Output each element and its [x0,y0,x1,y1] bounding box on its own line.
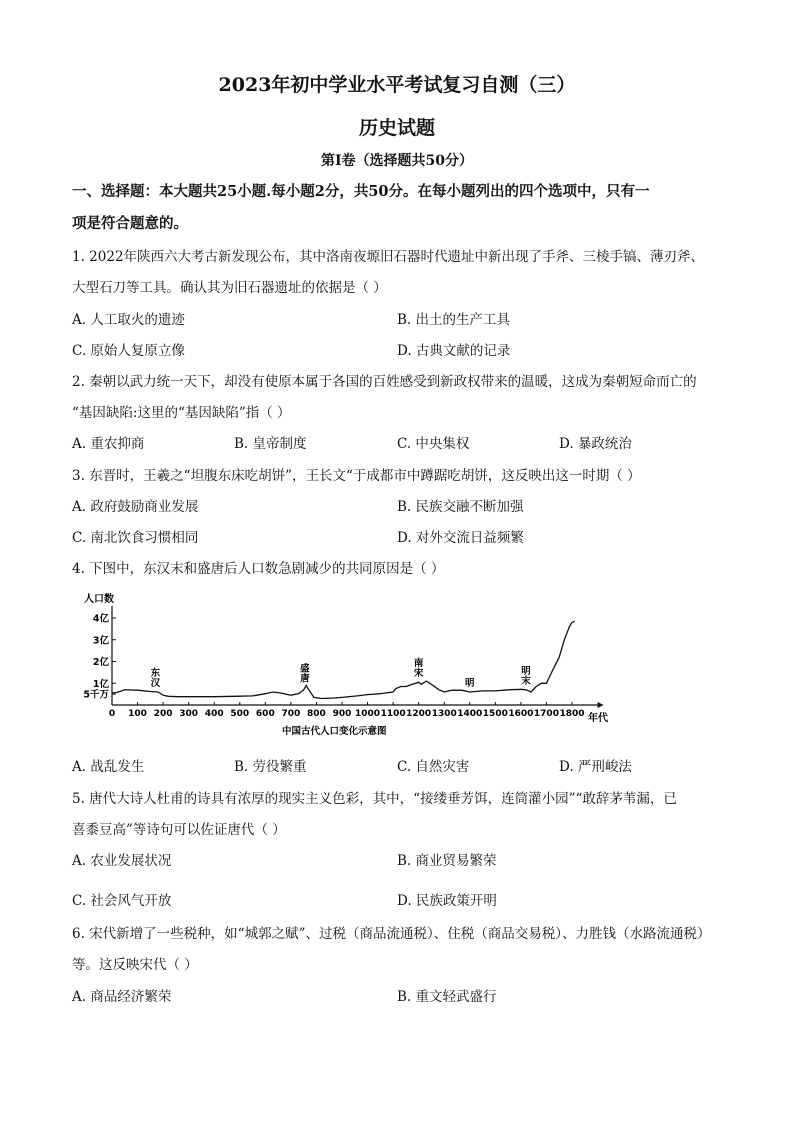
q1-option-a[interactable]: A. 人工取火的遗迹 [72,312,185,328]
q1-stem-line-1: 1. 2022年陕西六大考古新发现公布，其中洛南夜塬旧石器时代遗址中新出现了手斧、三棱手镐、薄刃斧、 [72,249,705,265]
chart-annotation-label: 南 [413,658,424,670]
chart-annotation-label: 宋 [413,668,424,680]
chart-annotation-label: 盛 [300,663,310,675]
q5-stem-line-2: 喜黍豆高”等诗句可以佐证唐代（ ） [72,822,286,838]
chart-x-tick-label: 1600 [508,709,534,719]
chart-x-tick-label: 1100 [380,709,406,719]
chart-x-tick-label: 300 [179,709,199,719]
q4-option-c[interactable]: C. 自然灾害 [397,759,470,775]
chart-x-tick-label: 1000 [355,709,381,719]
q4-option-a[interactable]: A. 战乱发生 [72,759,145,775]
chart-x-tick-label: 0 [108,709,116,719]
chart-x-tick-label: 1800 [559,709,585,719]
chart-x-tick-label: 1700 [533,709,559,719]
q5-option-a[interactable]: A. 农业发展状况 [72,853,172,869]
chart-x-axis-arrow [598,702,604,708]
section-instructions-line-1: 一、选择题：本大题共25小题.每小题2分，共50分。在每小题列出的四个选项中，只有一 [72,183,650,200]
q2-option-d[interactable]: D. 暴政统治 [559,436,632,452]
q3-option-a[interactable]: A. 政府鼓励商业发展 [72,499,199,515]
q6-option-a[interactable]: A. 商品经济繁荣 [72,989,172,1005]
chart-x-tick-label: 900 [332,709,352,719]
chart-y-tick-label: 5千万 [83,689,109,701]
q3-option-c[interactable]: C. 南北饮食习惯相同 [72,530,199,546]
q4-option-d[interactable]: D. 严刑峻法 [559,759,632,775]
chart-y-tick-label: 3亿 [92,635,109,647]
chart-annotation-label: 汉 [150,677,161,689]
chart-x-tick-label: 600 [255,709,275,719]
q6-option-b[interactable]: B. 重文轻武盛行 [397,989,497,1005]
chart-y-tick-label: 1亿 [92,678,109,690]
chart-y-tick-label: 2亿 [92,657,109,668]
q6-stem-line-2: 等。这反映宋代（ ） [72,957,198,973]
q4-stem-line-1: 4. 下图中，东汉末和盛唐后人口数急剧减少的共同原因是（ ） [72,561,445,577]
chart-x-tick-label: 700 [281,709,301,719]
chart-caption: 中国古代人口变化示意图 [282,726,387,737]
chart-x-tick-label: 800 [307,709,326,719]
q2-stem-line-2: “基因缺陷:这里的“基因缺陷”指（ ） [72,405,291,421]
population-series-line [112,621,575,698]
chart-y-axis-label: 人口数 [84,594,114,605]
chart-x-tick-label: 100 [128,709,147,719]
q5-option-b[interactable]: B. 商业贸易繁荣 [397,853,497,869]
volume-title: 第Ⅰ卷（选择题共50分） [320,153,474,169]
chart-x-tick-label: 1500 [482,709,508,719]
q2-stem-line-1: 2. 秦朝以武力统一天下，却没有使原本属于各国的百姓感受到新政权带来的温暖，这成为秦朝短命而亡的 [72,374,697,390]
q1-option-b[interactable]: B. 出土的生产工具 [397,312,511,328]
chart-x-tick-label: 1300 [431,709,457,719]
q3-stem-line-1: 3. 东晋时，王羲之“坦腹东床吃胡饼”，王长文“于成都市中蹲踞吃胡饼，这反映出这一时期（ ） [72,468,641,484]
q2-option-b[interactable]: B. 皇帝制度 [234,436,307,452]
chart-x-tick-label: 1200 [406,709,432,719]
subject-title: 历史试题 [358,117,435,139]
q2-option-c[interactable]: C. 中央集权 [397,436,470,452]
chart-x-axis-label: 年代 [588,713,608,724]
chart-x-tick-label: 400 [204,709,224,719]
chart-y-tick-label: 4亿 [92,613,109,625]
chart-x-tick-label: 500 [230,709,250,719]
chart-annotation-label: 明 [465,677,475,689]
chart-annotation-label: 明 [521,665,531,677]
q1-option-c[interactable]: C. 原始人复原立像 [72,343,185,359]
q5-option-c[interactable]: C. 社会风气开放 [72,893,172,909]
chart-x-tick-label: 1400 [457,709,483,719]
q3-option-b[interactable]: B. 民族交融不断加强 [397,499,524,515]
q4-option-b[interactable]: B. 劳役繁重 [234,759,307,775]
chart-annotation-label: 东 [150,667,161,679]
exam-title: 2023年初中学业水平考试复习自测（三） [218,74,576,96]
q5-option-d[interactable]: D. 民族政策开明 [397,893,497,909]
section-instructions-line-2: 项是符合题意的。 [72,215,188,232]
chart-annotation-label: 末 [521,675,531,687]
population-chart [82,588,642,738]
q1-stem-line-2: 大型石刀等工具。确认其为旧石器遗址的依据是（ ） [72,280,387,296]
q5-stem-line-1: 5. 唐代大诗人杜甫的诗具有浓厚的现实主义色彩，其中，“接缕垂芳饵，连筒灌小园”“敢辞茅苇漏，已 [72,791,677,807]
q2-option-a[interactable]: A. 重农抑商 [72,436,145,452]
q3-option-d[interactable]: D. 对外交流日益频繁 [397,530,524,546]
chart-annotation-label: 唐 [300,673,310,685]
q6-stem-line-1: 6. 宋代新增了一些税种，如“城郭之赋”、过税（商品流通税）、住税（商品交易税）、力胜钱（水路流通税） [72,926,711,942]
q1-option-d[interactable]: D. 古典文献的记录 [397,343,511,359]
chart-x-tick-label: 200 [153,709,173,719]
